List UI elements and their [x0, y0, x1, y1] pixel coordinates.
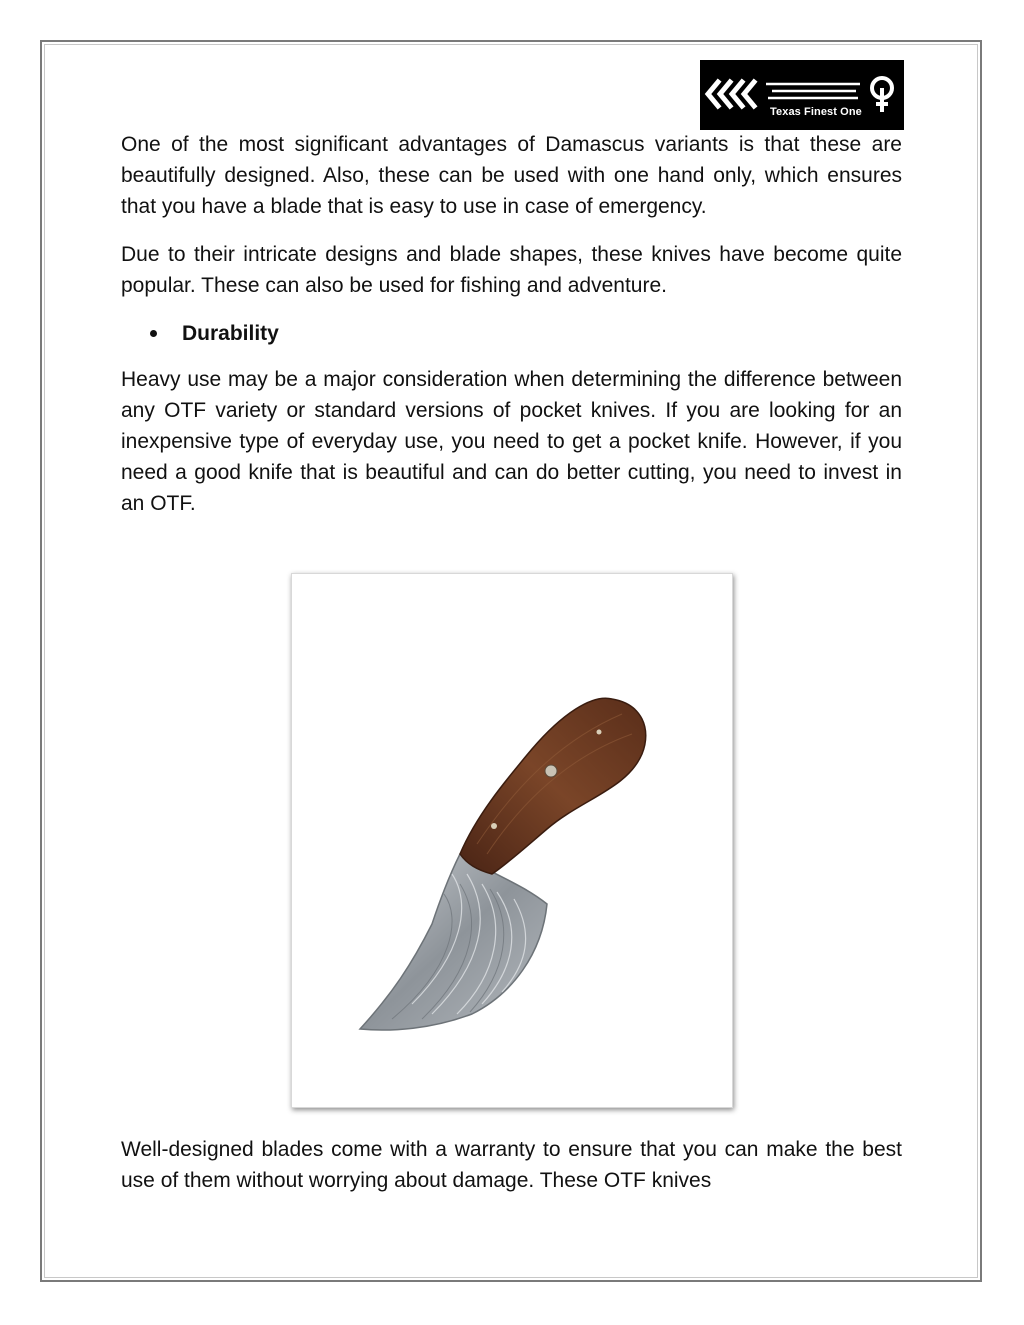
logo-chevrons-icon — [700, 60, 904, 130]
paragraph-durability: Heavy use may be a major consideration when determining the difference between any OTF variety or standard versions of pocket knives. If you are looking for an inexpensive type of everyday use, you need to get a pocket knife. However, if you need a good knife that is beautiful and can do better cutting, you need to invest in an OTF. — [121, 368, 902, 515]
bullet-item-durability — [121, 318, 902, 349]
damascus-knife-illustration — [292, 574, 732, 1107]
paragraph-popularity: Due to their intricate designs and blade shapes, these knives have become quite popular. These can also be used for fishing and adventure. — [121, 243, 902, 297]
logo-text: Texas Finest One — [770, 106, 862, 118]
article-body-continued — [121, 1134, 902, 1213]
bullet-icon — [150, 330, 157, 337]
bullet-label: Durability — [182, 322, 279, 345]
knife-image — [291, 573, 733, 1108]
article-body — [121, 129, 902, 536]
paragraph-advantages: One of the most significant advantages of Damascus variants is that these are beautifully designed. Also, these can be used with one hand only, which ensures that you have a blade that is easy to use in case of emergency. — [121, 133, 902, 218]
brand-logo — [700, 60, 904, 130]
paragraph-warranty: Well-designed blades come with a warranty to ensure that you can make the best use of them without worrying about damage. These OTF knives — [121, 1138, 902, 1192]
rivet-icon — [545, 765, 557, 777]
